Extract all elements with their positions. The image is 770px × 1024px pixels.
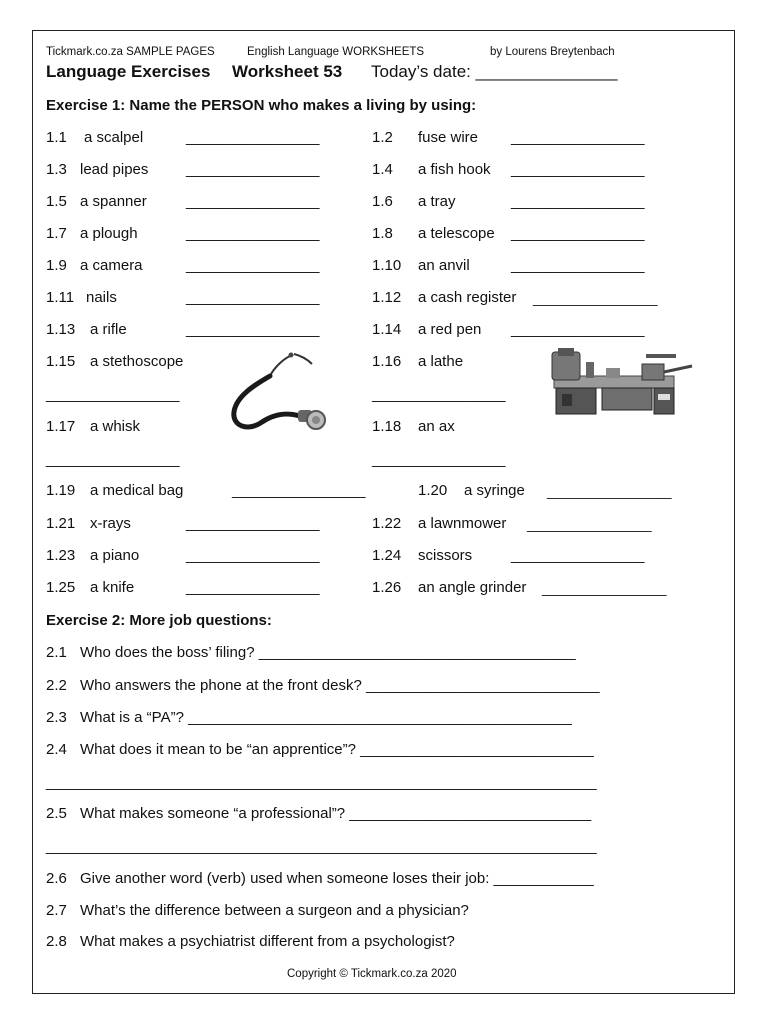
answer-blank[interactable]: ________________ [511,129,645,146]
item-number: 1.16 [372,353,402,370]
answer-blank[interactable]: ________________ [186,225,320,242]
item-number: 1.14 [372,321,402,338]
item-text: fuse wire [418,129,479,146]
item-number: 1.2 [372,129,393,146]
item-text: a fish hook [418,161,491,178]
question-text[interactable]: What makes someone “a professional”? _____________________________ [80,805,592,822]
answer-blank[interactable]: ________________ [511,161,645,178]
question-text[interactable]: Who does the boss’ filing? ______________________________________ [80,644,576,661]
answer-blank[interactable]: ________________ [186,129,320,146]
item-number: 1.13 [46,321,76,338]
answer-blank[interactable]: ________________ [186,547,320,564]
item-text: a telescope [418,225,495,242]
question-text: What’s the difference between a surgeon and a physician? [80,902,469,919]
item-number: 1.26 [372,579,402,596]
answer-blank[interactable]: ________________ [511,193,645,210]
item-number: 1.25 [46,579,76,596]
item-text: a lawnmower [418,515,507,532]
answer-blank[interactable]: ________________ [372,451,506,468]
item-text: a knife [90,579,135,596]
item-text: scissors [418,547,473,564]
item-number: 1.9 [46,257,67,274]
item-text: a medical bag [90,482,184,499]
answer-blank[interactable]: ________________ [186,579,320,596]
item-text: a tray [418,193,456,210]
item-text: a lathe [418,353,464,370]
question-text[interactable]: Who answers the phone at the front desk? ____________________________ [80,677,600,694]
lathe-illustration [546,346,698,418]
item-number: 1.18 [372,418,402,435]
item-number: 1.11 [46,289,75,306]
item-number: 1.19 [46,482,76,499]
item-number: 1.17 [46,418,76,435]
answer-blank[interactable]: ________________ [232,482,366,499]
item-text: a scalpel [84,129,144,146]
answer-blank[interactable]: ________________ [533,290,658,306]
exercise1-heading: Exercise 1: Name the PERSON who makes a living by using: [46,97,477,114]
answer-line[interactable]: __________________________________________________________________ [46,838,597,855]
question-number: 2.5 [46,805,67,822]
answer-blank[interactable]: ________________ [511,225,645,242]
item-text: a camera [80,257,143,274]
answer-blank[interactable]: ________________ [511,547,645,564]
answer-blank[interactable]: ________________ [46,386,180,403]
item-number: 1.3 [46,161,67,178]
question-number: 2.3 [46,709,67,726]
item-number: 1.21 [46,515,76,532]
item-number: 1.10 [372,257,402,274]
item-text: lead pipes [80,161,149,178]
header-right: by Lourens Breytenbach [490,46,615,58]
item-number: 1.24 [372,547,402,564]
question-text[interactable]: What does it mean to be “an apprentice”? ____________________________ [80,741,594,758]
question-number: 2.6 [46,870,67,887]
item-text: an angle grinder [418,579,527,596]
answer-blank[interactable]: ________________ [542,580,667,596]
item-text: a red pen [418,321,482,338]
answer-blank[interactable]: ________________ [186,257,320,274]
title-worksheet: Worksheet 53 [232,62,343,81]
question-text: What makes a psychiatrist different from a psychologist? [80,933,455,950]
item-text: a piano [90,547,140,564]
item-number: 1.6 [372,193,393,210]
header-left: Tickmark.co.za SAMPLE PAGES [46,46,215,58]
answer-blank[interactable]: ________________ [527,516,652,532]
question-text[interactable]: What is a “PA”? ______________________________________________ [80,709,572,726]
question-number: 2.4 [46,741,67,758]
answer-blank[interactable]: ________________ [372,386,506,403]
answer-blank[interactable]: ________________ [186,321,320,338]
item-number: 1.5 [46,193,67,210]
answer-line[interactable]: __________________________________________________________________ [46,774,597,791]
question-number: 2.7 [46,902,67,919]
title-main: Language Exercises [46,62,211,81]
item-text: a whisk [90,418,141,435]
answer-blank[interactable]: ________________ [511,321,645,338]
date-field: Today’s date: _______________ [371,62,618,81]
answer-blank[interactable]: ________________ [547,483,672,499]
question-text[interactable]: Give another word (verb) used when someone loses their job: ____________ [80,870,594,887]
item-number: 1.4 [372,161,393,178]
item-number: 1.15 [46,353,76,370]
item-number: 1.22 [372,515,402,532]
item-number: 1.23 [46,547,76,564]
item-text: an anvil [418,257,470,274]
item-text: a rifle [90,321,127,338]
answer-blank[interactable]: ________________ [186,289,320,306]
item-text: a plough [80,225,138,242]
item-text: a syringe [464,482,525,499]
question-number: 2.1 [46,644,67,661]
answer-blank[interactable]: ________________ [186,161,320,178]
item-number: 1.8 [372,225,393,242]
header-center: English Language WORKSHEETS [247,46,425,58]
copyright-footer: Copyright © Tickmark.co.za 2020 [287,968,457,980]
question-number: 2.8 [46,933,67,950]
item-number: 1.12 [372,289,402,306]
item-text: an ax [418,418,455,435]
answer-blank[interactable]: ________________ [511,257,645,274]
exercise2-heading: Exercise 2: More job questions: [46,612,272,629]
item-text: x-rays [90,515,131,532]
item-number: 1.7 [46,225,67,242]
answer-blank[interactable]: ________________ [186,515,320,532]
item-number: 1.1 [46,129,67,146]
question-number: 2.2 [46,677,67,694]
answer-blank[interactable]: ________________ [46,451,180,468]
item-text: a stethoscope [90,353,184,370]
item-number: 1.20 [418,482,448,499]
item-text: a cash register [418,289,517,306]
item-text: nails [86,289,117,306]
stethoscope-illustration [228,350,338,440]
item-text: a spanner [80,193,147,210]
answer-blank[interactable]: ________________ [186,193,320,210]
